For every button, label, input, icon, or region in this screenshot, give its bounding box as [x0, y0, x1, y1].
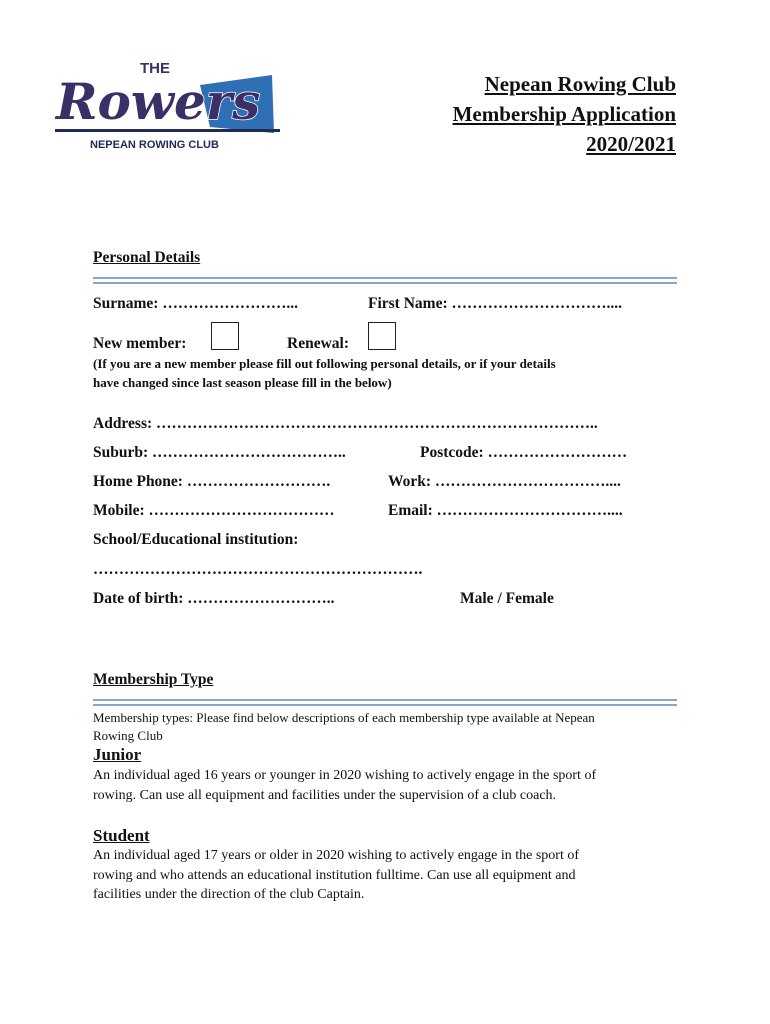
student-description-line2: rowing and who attends an educational institution fulltime. Can use all equipment and: [93, 868, 576, 883]
junior-heading: Junior: [93, 745, 142, 764]
address-field[interactable]: Address: …………………………………………………………………………..: [93, 415, 598, 432]
logo-the: THE: [140, 60, 170, 77]
renewal-checkbox[interactable]: [368, 322, 396, 350]
postcode-field[interactable]: Postcode: ………………………: [420, 444, 628, 461]
new-member-checkbox[interactable]: [211, 322, 239, 350]
home-phone-field[interactable]: Home Phone: ……………………….: [93, 473, 331, 490]
renewal-label: Renewal:: [287, 335, 349, 352]
title-season: 2020/2021: [586, 132, 676, 156]
title-application: Membership Application: [452, 102, 676, 126]
junior-description-line1: An individual aged 16 years or younger in 2020 wishing to actively engage in the sport of: [93, 768, 597, 783]
student-heading: Student: [93, 826, 150, 845]
work-phone-field[interactable]: Work: ……………………………....: [388, 473, 621, 490]
email-field[interactable]: Email: ……………………………....: [388, 502, 623, 519]
surname-field[interactable]: Surname: ……………………...: [93, 295, 298, 312]
school-label: School/Educational institution:: [93, 531, 299, 548]
details-note-line2: have changed since last season please fill in the below): [93, 375, 392, 390]
first-name-field[interactable]: First Name: …………………………....: [368, 295, 622, 312]
date-of-birth-field[interactable]: Date of birth: ………………………..: [93, 590, 335, 607]
personal-details-heading: Personal Details: [93, 249, 201, 266]
student-description-line1: An individual aged 17 years or older in 2020 wishing to actively engage in the sport of: [93, 848, 580, 863]
new-member-label: New member:: [93, 335, 187, 352]
gender-field[interactable]: Male / Female: [460, 590, 554, 607]
title-club-name: Nepean Rowing Club: [484, 72, 676, 96]
suburb-field[interactable]: Suburb: ………………………………..: [93, 444, 346, 461]
section-divider: [93, 699, 677, 708]
membership-intro-line1: Membership types: Please find below descriptions of each membership type available at Nepean: [93, 710, 595, 725]
section-divider: [93, 277, 677, 286]
membership-type-heading: Membership Type: [93, 671, 214, 688]
school-field[interactable]: ……………………………………………………….: [93, 561, 423, 578]
logo-word: Rowers: [56, 72, 261, 131]
club-logo: [50, 55, 280, 155]
rowers-logo-graphic: [50, 55, 280, 155]
logo-subtitle: NEPEAN ROWING CLUB: [90, 139, 219, 151]
mobile-field[interactable]: Mobile: ………………………………: [93, 502, 335, 519]
junior-description-line2: rowing. Can use all equipment and facilities under the supervision of a club coach.: [93, 788, 557, 803]
membership-intro-line2: Rowing Club: [93, 728, 163, 743]
details-note-line1: (If you are a new member please fill out following personal details, or if your details: [93, 356, 556, 371]
student-description-line3: facilities under the direction of the club Captain.: [93, 887, 365, 902]
